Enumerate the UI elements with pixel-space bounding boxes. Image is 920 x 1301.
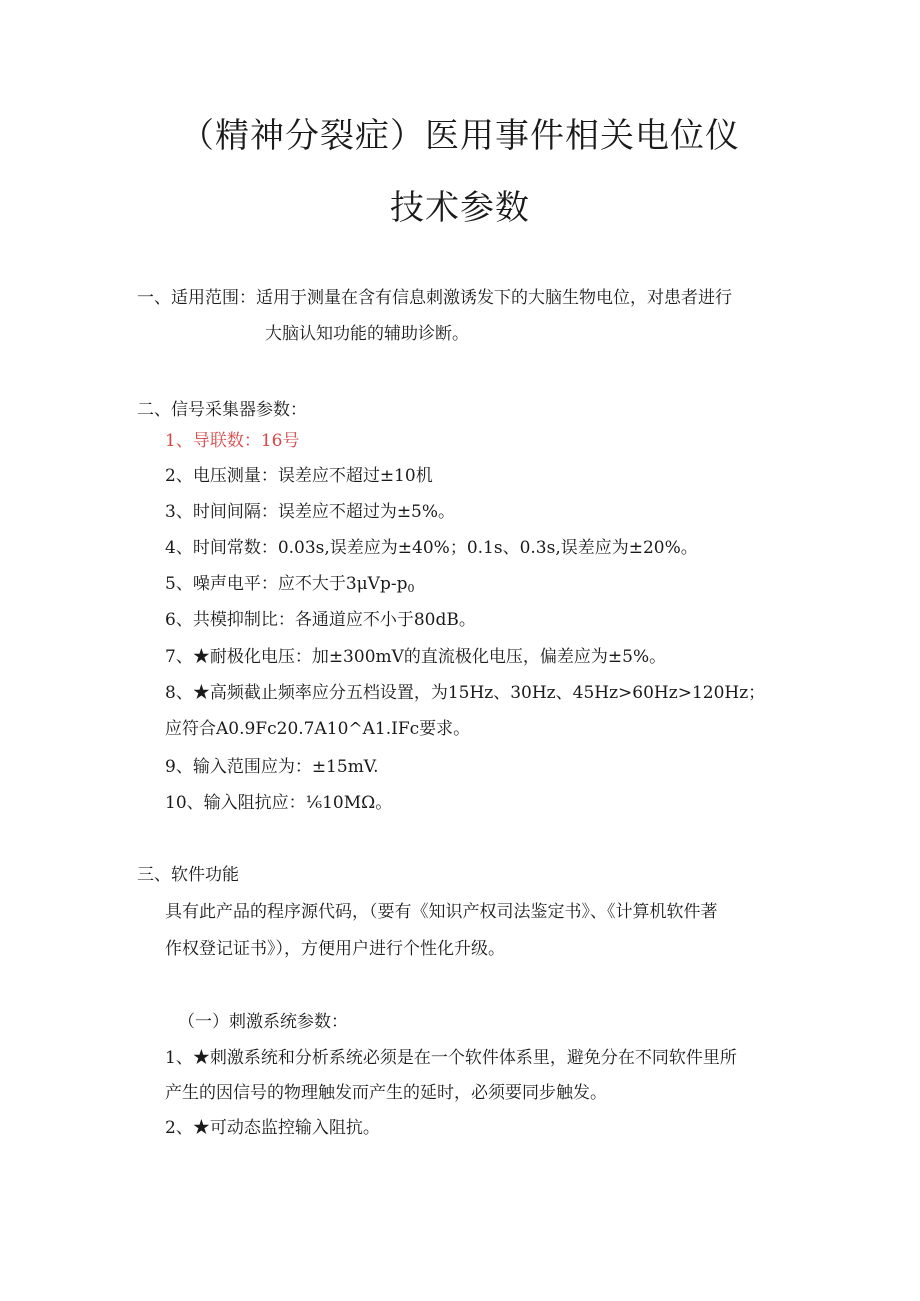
- spec-item-8: 8、★高频截止频率应分五档设置，为15Hz、30Hz、45Hz>60Hz>120Hz；: [165, 683, 766, 703]
- spec-item-10: 10、输入阻抗应：⅙10MΩ。: [165, 793, 393, 813]
- spec-item-5-subscript: 0: [407, 582, 415, 595]
- section-1-heading: 一、适用范围：适用于测量在含有信息刺激诱发下的大脑生物电位，对患者进行: [137, 288, 732, 308]
- stimulus-item-1: 1、★刺激系统和分析系统必须是在一个软件体系里，避免分在不同软件里所: [165, 1048, 737, 1068]
- spec-item-7: 7、★耐极化电压：加±300mV的直流极化电压，偏差应为±5%。: [165, 647, 667, 667]
- spec-item-2: 2、电压测量：误差应不超过±10机: [165, 466, 433, 486]
- section-3-paragraph-line-1: 具有此产品的程序源代码，（要有《知识产权司法鉴定书》、《计算机软件著: [165, 902, 718, 922]
- spec-item-1: 1、导联数：16号: [165, 431, 300, 451]
- spec-item-9: 9、输入范围应为：±15mV.: [165, 757, 379, 777]
- document-subtitle: 技术参数: [390, 188, 530, 228]
- spec-item-4: 4、时间常数：0.03s,误差应为±40%；0.1s、0.3s,误差应为±20%。: [165, 538, 698, 558]
- section-3-paragraph-line-2: 作权登记证书》），方便用户进行个性化升级。: [165, 939, 505, 959]
- section-3-heading: 三、软件功能: [137, 865, 239, 885]
- stimulus-item-2: 2、★可动态监控输入阻抗。: [165, 1118, 380, 1138]
- document-title: （精神分裂症）医用事件相关电位仪: [180, 116, 740, 156]
- spec-item-6: 6、共模抑制比：各通道应不小于80dB。: [165, 610, 476, 630]
- subsection-1-heading: （一）刺激系统参数：: [178, 1012, 348, 1032]
- spec-item-5-text: 5、噪声电平：应不大于3μVp-p: [165, 574, 408, 594]
- spec-item-3: 3、时间间隔：误差应不超过为±5%。: [165, 502, 456, 522]
- stimulus-item-1-continuation: 产生的因信号的物理触发而产生的延时，必须要同步触发。: [165, 1083, 607, 1103]
- spec-item-5: [165, 573, 414, 600]
- spec-item-8-continuation: 应符合A0.9Fc20.7A10^A1.IFc要求。: [165, 719, 471, 739]
- section-2-heading: 二、信号采集器参数：: [137, 400, 307, 420]
- section-1-continuation: 大脑认知功能的辅助诊断。: [265, 324, 469, 344]
